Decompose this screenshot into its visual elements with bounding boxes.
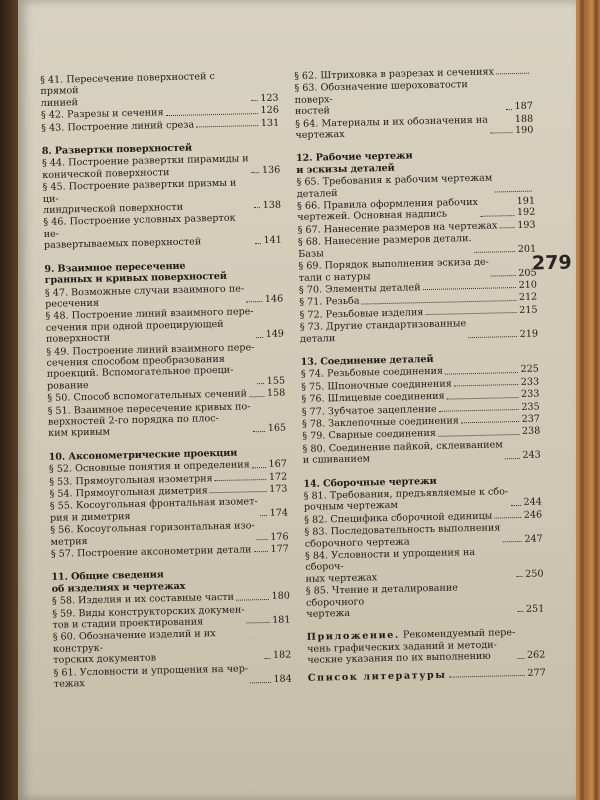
entry-title: § 81. Требования, предъявляемые к сбо- рочным чертежам [303,486,509,514]
entry-title: § 85. Чтение и деталирование сборочного чертежа [305,582,459,620]
entry-page-number: 201 [517,243,537,255]
entry-title: § 69. Порядок выполнения эскиза де- тали с натуры [298,256,489,284]
entry-page-number: 250 [525,568,544,580]
leader-dots [510,505,520,506]
section-title: 13. Соединение деталей [300,353,434,368]
leader-dots [215,479,266,481]
entry-page-number: 149 [265,328,285,341]
entry-title: § 79. Сварные соединения [302,428,436,443]
entry-title: § 68. Нанесение размеров детали. Базы [297,233,472,260]
leader-dots [480,215,514,217]
section-title: 14. Сборочные чертежи [303,475,437,490]
leader-dots [454,384,518,386]
leader-dots [474,251,515,253]
toc-section [301,351,541,466]
entry-title: § 43. Построение линий среза [41,119,195,134]
leader-dots [499,227,514,228]
entry-title: § 53. Прямоугольная изометрия [49,472,213,488]
entry-title: § 82. Специфика сборочной единицы [304,510,493,526]
entry-page-number: 181 [272,614,291,626]
entry-title: § 65. Требования к рабочим чертежам деталей [296,172,493,200]
leader-dots [503,541,522,542]
entry-page-number: 235 [521,401,540,413]
entry-page-number: 188 190 [514,113,534,137]
entry-title: § 60. Обозначение изделий и их конструк- торских документов [52,628,216,667]
toc-section [44,258,286,439]
leader-dots [249,396,264,397]
entry-page-number: 219 [519,328,539,340]
appendix-page: 262 [526,649,546,662]
references-label: Список литературы [307,669,447,684]
toc-section [42,141,282,252]
entry-title: § 67. Нанесение размеров на чертежах [297,220,498,236]
leader-dots [461,421,519,423]
leader-dots [490,133,512,134]
entry-page-number: 180 [271,590,291,603]
entry-title: § 51. Взаимное пересечение кривых по- верхностей 2-го порядка по плос- ким кривым [47,400,251,440]
leader-dots [236,599,269,601]
toc-entry [42,177,281,217]
appendix-text: Рекомендуемый пере- чень графических заданий и методи- ческие указания по их выполнению [307,627,516,667]
entry-page-number: 238 [521,425,541,438]
entry-page-number: 141 [263,234,282,247]
entry-title: § 55. Косоугольная фронтальная изомет- рия и диметрия [49,496,258,524]
entry-title: § 66. Правила оформления рабочих чертежей. Основная надпись [296,196,479,224]
entry-page-number: 191 192 [516,195,536,219]
leader-dots [505,458,520,459]
toc-entry [45,306,284,346]
entry-title: § 73. Другие стандартизованные детали [299,318,467,345]
entry-page-number: 246 [523,509,543,521]
entry-page-number: 210 [518,279,538,291]
section-title: 9. Взаимное пересечение гранных и кривых поверхностей [44,260,227,287]
leader-dots [246,301,262,302]
entry-page-number: 167 [268,458,288,471]
entry-title: § 44. Построение развертки пирамиды и конической поверхности [41,153,249,181]
entry-title: § 46. Построение условных разверток не- развертываемых поверхностей [43,213,236,252]
page-number: 279 [531,251,572,275]
entry-page-number: 244 [523,496,542,509]
entry-title: § 56. Косоугольная горизонтальная изо- метрия [50,520,255,548]
entry-title: § 52. Основные понятия и определения [48,459,250,476]
entry-page-number: 233 [520,376,540,388]
leader-dots [210,491,266,493]
toc-entry [46,341,285,392]
toc-entry [294,78,533,118]
leader-dots [257,539,267,540]
entry-title: § 42. Разрезы и сечения [40,107,164,122]
appendix-label: Приложение. [306,630,401,644]
entry-title: § 49. Построение линий взаимного пере- сечения способом преобразования проекций. Вспомогательное проеци- рование [46,341,255,392]
entry-title: § 45. Построение развертки призмы и ци- линдрической поверхности [42,177,237,217]
entry-title: § 72. Резьбовые изделия [299,306,424,321]
leader-dots [468,336,516,338]
section-title: 11. Общие сведения об изделиях и чертежах [51,569,186,595]
entry-page-number: 233 [520,388,540,401]
entry-page-number: 131 [260,117,280,129]
leader-dots [247,622,269,624]
entry-title: § 57. Построение аксонометрии детали [50,544,252,560]
toc-entry [48,400,287,440]
toc-entry [40,70,279,110]
leader-dots [438,434,519,437]
entry-page-number: 173 [269,483,288,495]
entry-title: § 62. Штриховка в разрезах и сечениях [294,66,495,82]
toc-entry [305,546,544,586]
toc-section [296,148,538,345]
toc-right-column [294,65,546,684]
entry-title: § 59. Виды конструкторских докумен- тов и стадии проектирования [52,604,245,631]
leader-dots [251,172,259,173]
leader-dots [494,517,521,519]
leader-dots [252,467,266,468]
table-surface [572,0,600,800]
section-title: 10. Аксонометрические проекции [48,447,238,463]
leader-dots [447,397,518,400]
entry-page-number: 225 [520,363,539,376]
entry-page-number: 165 [267,422,287,435]
entry-title: § 48. Построение линий взаимного пере- сечения при одной проецирующей поверхности [45,306,254,346]
entry-title: § 70. Элементы деталей [298,282,421,296]
entry-title: § 71. Резьба [299,295,360,309]
entry-title: § 63. Обозначение шероховатости поверх- ностей [294,79,468,118]
entry-title: § 61. Условности и упрощения на чер- тежах [53,663,249,690]
leader-dots [439,409,519,412]
entry-page-number: 182 [272,649,292,662]
toc-section [294,66,534,142]
leader-dots [254,551,268,552]
entry-title: § 64. Материалы и их обозначения на чертежах [295,114,489,142]
entry-page-number: 146 [264,293,284,305]
entry-title: § 84. Условности и упрощения на сбороч- ных чертежах [304,547,476,585]
leader-dots [250,681,270,682]
leader-dots [166,113,258,116]
toc-entry [53,627,292,667]
entry-title: § 78. Заклепочные соединения [301,415,460,430]
leader-dots [253,431,265,432]
leader-dots [496,73,529,75]
entry-title: § 58. Изделия и их составные части [51,591,235,608]
entry-page-number: 243 [522,449,541,462]
entry-title: § 74. Резьбовые соединения [300,366,444,381]
entry-page-number: 136 [261,164,281,176]
toc-entry [43,212,282,252]
toc-entry [306,581,545,621]
leader-dots [362,300,516,305]
entry-title: § 47. Возможные случаи взаимного пе- ресечения [44,282,245,310]
section-title: 8. Развертки поверхностей [41,142,193,158]
entry-page-number: 155 [266,375,286,387]
section-title: 12. Рабочие чертежи и эскизы деталей [295,150,413,176]
leader-dots [449,675,525,678]
entry-page-number: 247 [524,533,543,545]
entry-page-number: 158 [266,387,286,400]
entry-page-number: 205 [518,267,537,279]
entry-title: § 76. Шлицевые соединения [301,390,445,406]
toc-left-column [40,69,292,691]
toc-entry [302,438,540,466]
entry-page-number: 212 [518,291,538,304]
entry-page-number: 193 [517,219,536,231]
entry-page-number: 237 [521,413,541,425]
toc-section [49,446,289,560]
entry-page-number: 215 [519,304,538,316]
leader-dots [423,287,516,290]
entry-page-number: 126 [260,104,280,117]
toc-section [40,70,279,134]
entry-title: § 75. Шпоночные соединения [301,378,452,393]
entry-title: § 54. Прямоугольная диметрия [49,485,208,500]
toc-section [51,567,292,690]
entry-page-number: 177 [270,543,289,555]
entry-page-number: 187 [514,100,534,113]
entry-title: § 80. Соединение пайкой, склеиванием и сшиванием [302,439,503,467]
entry-title: § 83. Последовательность выполнения сборочного чертежа [304,522,501,550]
entry-page-number: 174 [269,507,289,519]
entry-page-number: 138 [262,199,282,212]
entry-title: § 50. Способ вспомогательных сечений [47,388,248,405]
leader-dots [196,125,258,127]
leader-dots [445,372,518,375]
entry-page-number: 176 [270,531,289,543]
entry-title: § 41. Пересечение поверхностей с прямой линией [40,71,215,109]
toc-entry [300,317,538,345]
entry-page-number: 123 [260,92,279,104]
entry-page-number: 251 [525,603,545,615]
toc-entry [295,113,533,141]
leader-dots [491,275,515,277]
entry-page-number: 172 [268,471,288,483]
leader-dots [425,312,516,315]
leader-dots [495,191,532,193]
references-page: 277 [527,667,546,679]
entry-title: § 77. Зубчатое зацепление [301,403,437,418]
entry-page-number: 184 [273,673,292,685]
toc-section [303,473,544,620]
appendix-entry [307,627,546,667]
